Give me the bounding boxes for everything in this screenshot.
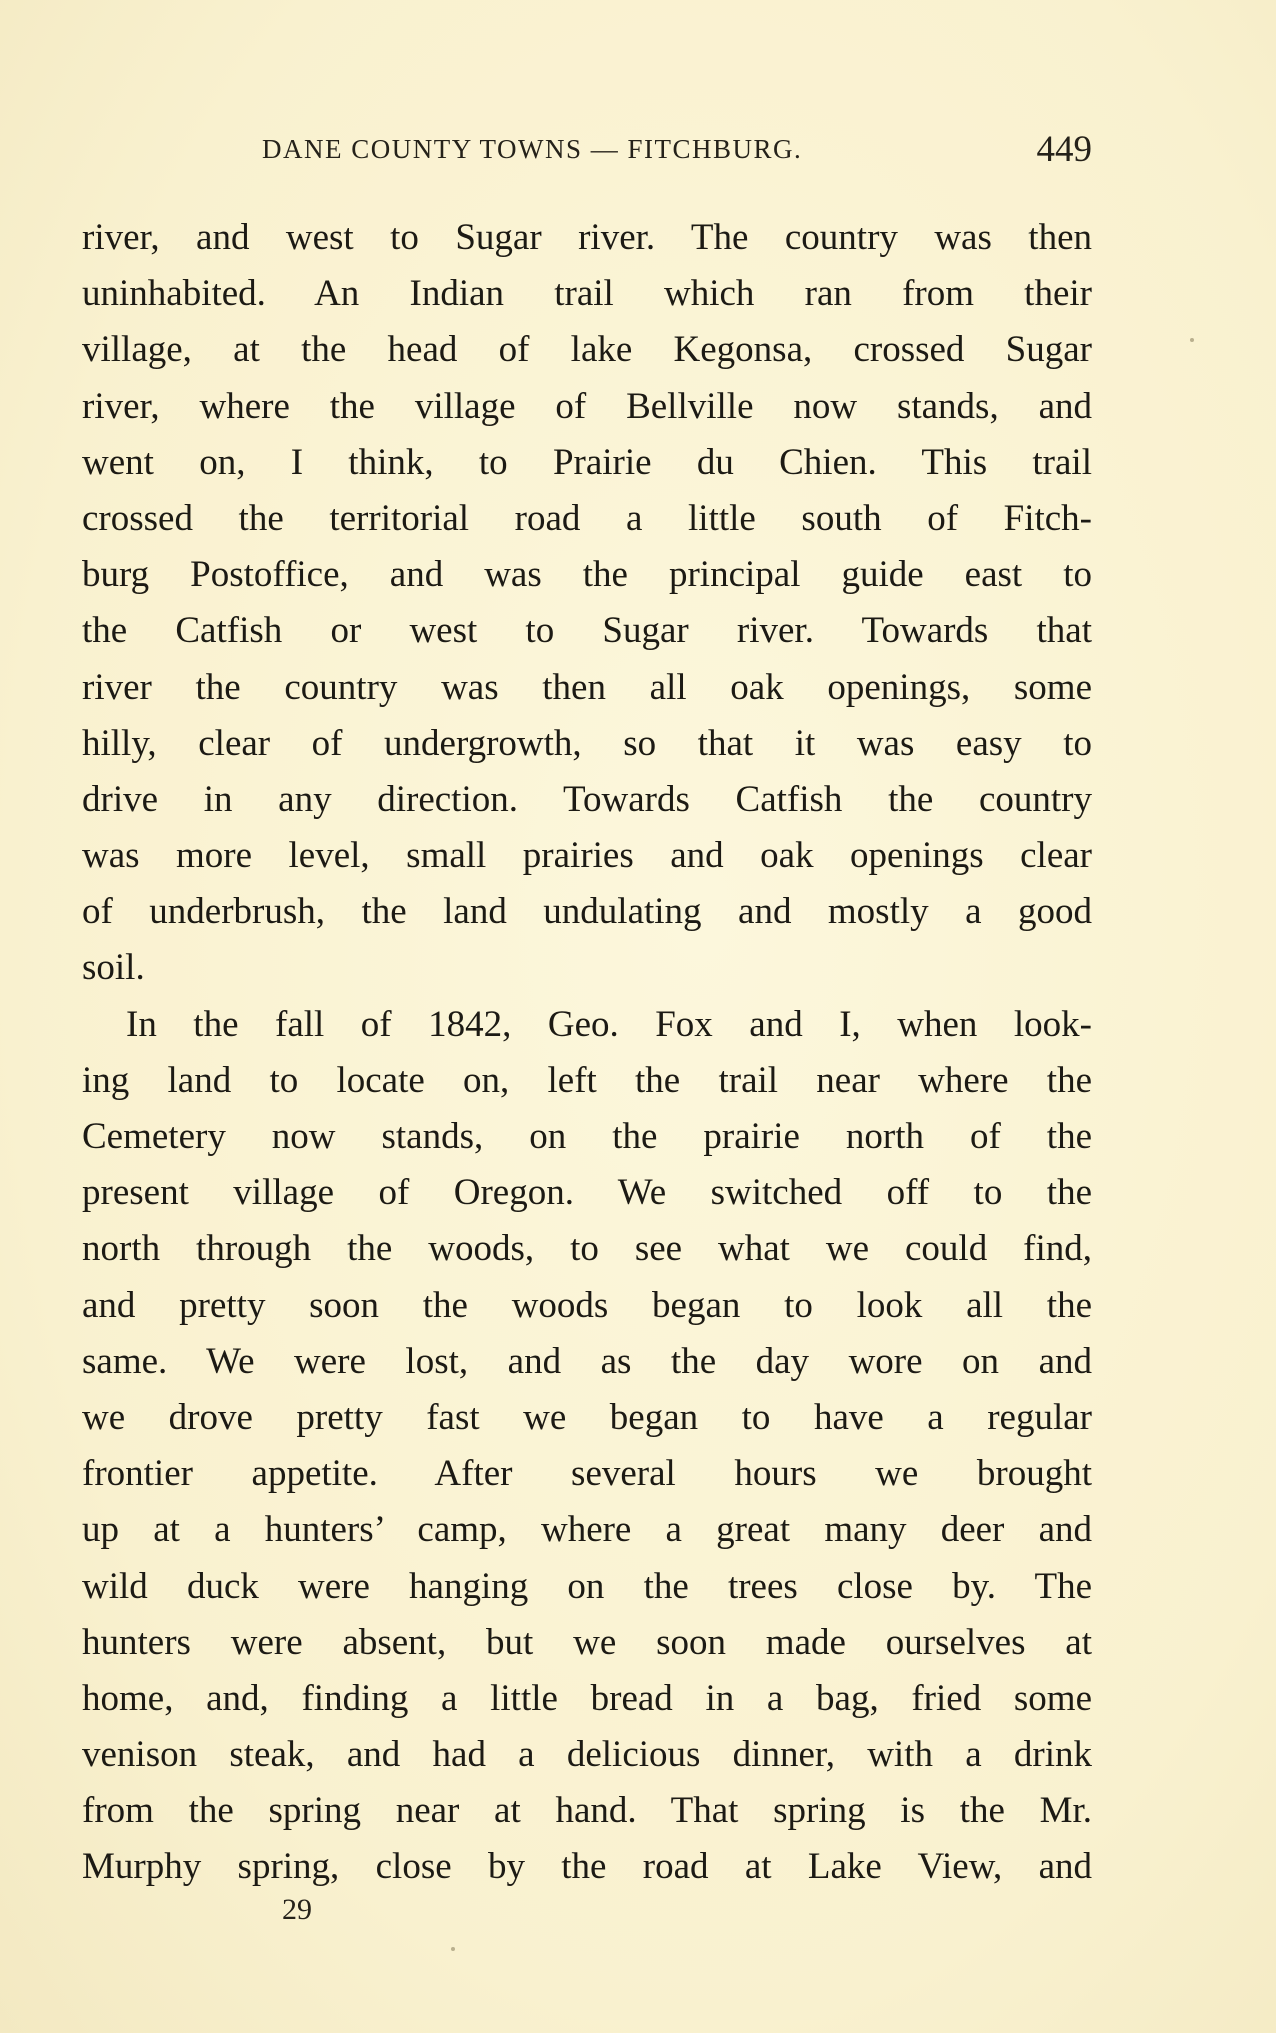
page-header [82, 130, 1092, 170]
text-line: Cemetery now stands, on the prairie north of the [82, 1116, 1092, 1157]
text-line: river, where the village of Bellville now stands, and [82, 385, 1092, 427]
text-line: drive in any direction. Towards Catfish the country [82, 778, 1092, 820]
text-line: from the spring near at hand. That spring is the Mr. [82, 1790, 1092, 1832]
text-line: river the country was then all oak openings, some [82, 666, 1092, 708]
text-line: ing land to locate on, left the trail near where the [82, 1059, 1092, 1101]
text-line: hunters were absent, but we soon made ourselves at [82, 1621, 1092, 1663]
text-line: uninhabited. An Indian trail which ran from their [82, 273, 1092, 315]
text-line: we drove pretty fast we began to have a regular [82, 1396, 1092, 1438]
text-line: soil. [82, 947, 145, 989]
text-line: and pretty soon the woods began to look all the [82, 1284, 1092, 1326]
running-head: DANE COUNTY TOWNS — FITCHBURG. [262, 134, 803, 164]
signature-mark: 29 [282, 1893, 312, 1926]
page-number: 449 [1036, 129, 1092, 170]
text-line: of underbrush, the land undulating and mostly a good [82, 891, 1092, 933]
text-line: In the fall of 1842, Geo. Fox and I, when look- [126, 1003, 1092, 1045]
text-line: was more level, small prairies and oak openings clear [82, 835, 1092, 877]
text-line: the Catfish or west to Sugar river. Towards that [82, 610, 1092, 652]
text-line: hilly, clear of undergrowth, so that it was easy to [82, 722, 1092, 764]
text-line: went on, I think, to Prairie du Chien. This trail [82, 441, 1092, 483]
text-line: village, at the head of lake Kegonsa, crossed Sugar [82, 329, 1092, 371]
body-text [82, 210, 1092, 1896]
text-line: Murphy spring, close by the road at Lake View, and [82, 1846, 1092, 1888]
text-line: burg Postoffice, and was the principal guide east to [82, 554, 1092, 596]
paper-speck [451, 1947, 455, 1951]
text-line: same. We were lost, and as the day wore on and [82, 1340, 1092, 1382]
text-line: up at a hunters’ camp, where a great many deer and [82, 1509, 1092, 1551]
text-line: venison steak, and had a delicious dinner, with a drink [82, 1734, 1092, 1776]
text-line: river, and west to Sugar river. The country was then [82, 217, 1092, 258]
paper-speck [1190, 338, 1194, 342]
text-line: present village of Oregon. We switched off to the [82, 1172, 1092, 1214]
text-line: wild duck were hanging on the trees close by. The [82, 1565, 1092, 1607]
text-line: home, and, finding a little bread in a bag, fried some [82, 1677, 1092, 1719]
text-line: crossed the territorial road a little south of Fitch- [82, 497, 1092, 539]
text-line: north through the woods, to see what we could find, [82, 1228, 1092, 1270]
text-line: frontier appetite. After several hours we brought [82, 1453, 1092, 1495]
